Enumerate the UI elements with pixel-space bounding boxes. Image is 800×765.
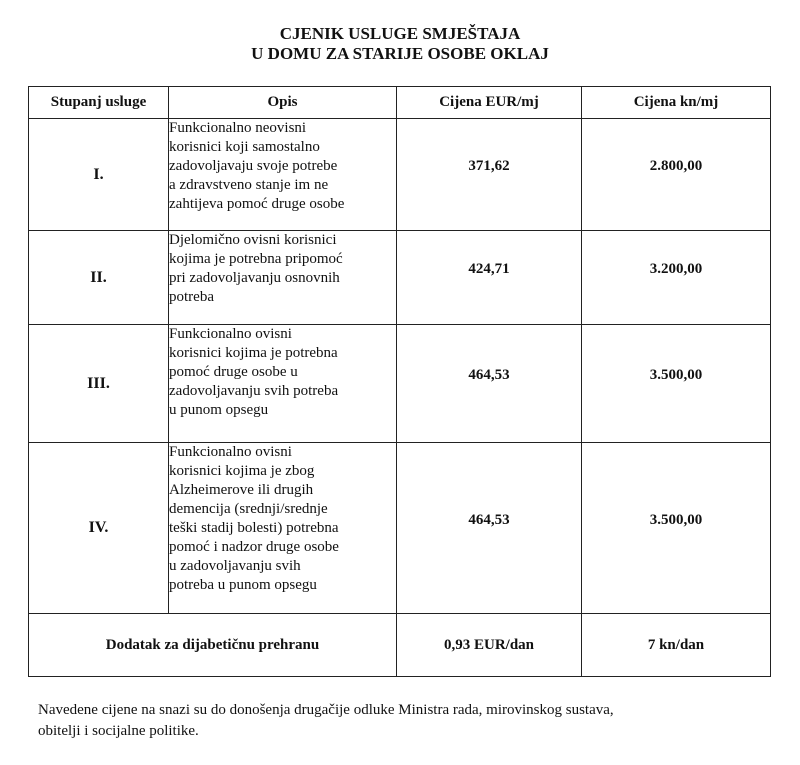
description-cell: Funkcionalno ovisni korisnici kojima je zbog Alzheimerove ili drugih demencija (srednji/srednje teški stadij bolesti) potrebna pomoć i nadzor druge osobe u zadovoljavanju svih potreba u punom opsegu (169, 443, 397, 614)
footnote-line: obitelji i socijalne politike. (38, 723, 199, 739)
price-kn-cell: 3.500,00 (582, 443, 771, 614)
price-kn-cell: 2.800,00 (582, 119, 771, 231)
table-row (29, 443, 771, 614)
price-eur-cell: 464,53 (397, 443, 582, 614)
header-description: Opis (169, 87, 397, 119)
header-level: Stupanj usluge (29, 87, 169, 119)
table-row (29, 119, 771, 231)
level-cell: IV. (29, 443, 169, 614)
table-row (29, 231, 771, 325)
table-row (29, 325, 771, 443)
price-kn-cell: 3.200,00 (582, 231, 771, 325)
footnote (38, 700, 788, 742)
level-cell: II. (29, 231, 169, 325)
description-cell: Funkcionalno ovisni korisnici kojima je potrebna pomoć druge osobe u zadovoljavanju svih potreba u punom opsegu (169, 325, 397, 443)
price-table (28, 86, 771, 677)
diabetic-diet-price-kn: 7 kn/dan (582, 614, 771, 677)
level-cell: III. (29, 325, 169, 443)
diabetic-diet-label: Dodatak za dijabetičnu prehranu (29, 614, 397, 677)
document-title: CJENIK USLUGE SMJEŠTAJA (279, 24, 521, 43)
table-header-row (29, 87, 771, 119)
price-eur-cell: 424,71 (397, 231, 582, 325)
document-subtitle: U DOMU ZA STARIJE OSOBE OKLAJ (251, 44, 549, 63)
header-price-kn: Cijena kn/mj (582, 87, 771, 119)
price-kn-cell: 3.500,00 (582, 325, 771, 443)
level-cell: I. (29, 119, 169, 231)
header-price-eur: Cijena EUR/mj (397, 87, 582, 119)
price-eur-cell: 371,62 (397, 119, 582, 231)
diabetic-diet-price-eur: 0,93 EUR/dan (397, 614, 582, 677)
table-footer-row (29, 614, 771, 677)
price-eur-cell: 464,53 (397, 325, 582, 443)
description-cell: Funkcionalno neovisni korisnici koji samostalno zadovoljavaju svoje potrebe a zdravstveno stanje im ne zahtijeva pomoć druge osobe (169, 119, 397, 231)
footnote-line: Navedene cijene na snazi su do donošenja drugačije odluke Ministra rada, mirovinskog sustava, (38, 702, 614, 718)
description-cell: Djelomično ovisni korisnici kojima je potrebna pripomoć pri zadovoljavanju osnovnih potreba (169, 231, 397, 325)
